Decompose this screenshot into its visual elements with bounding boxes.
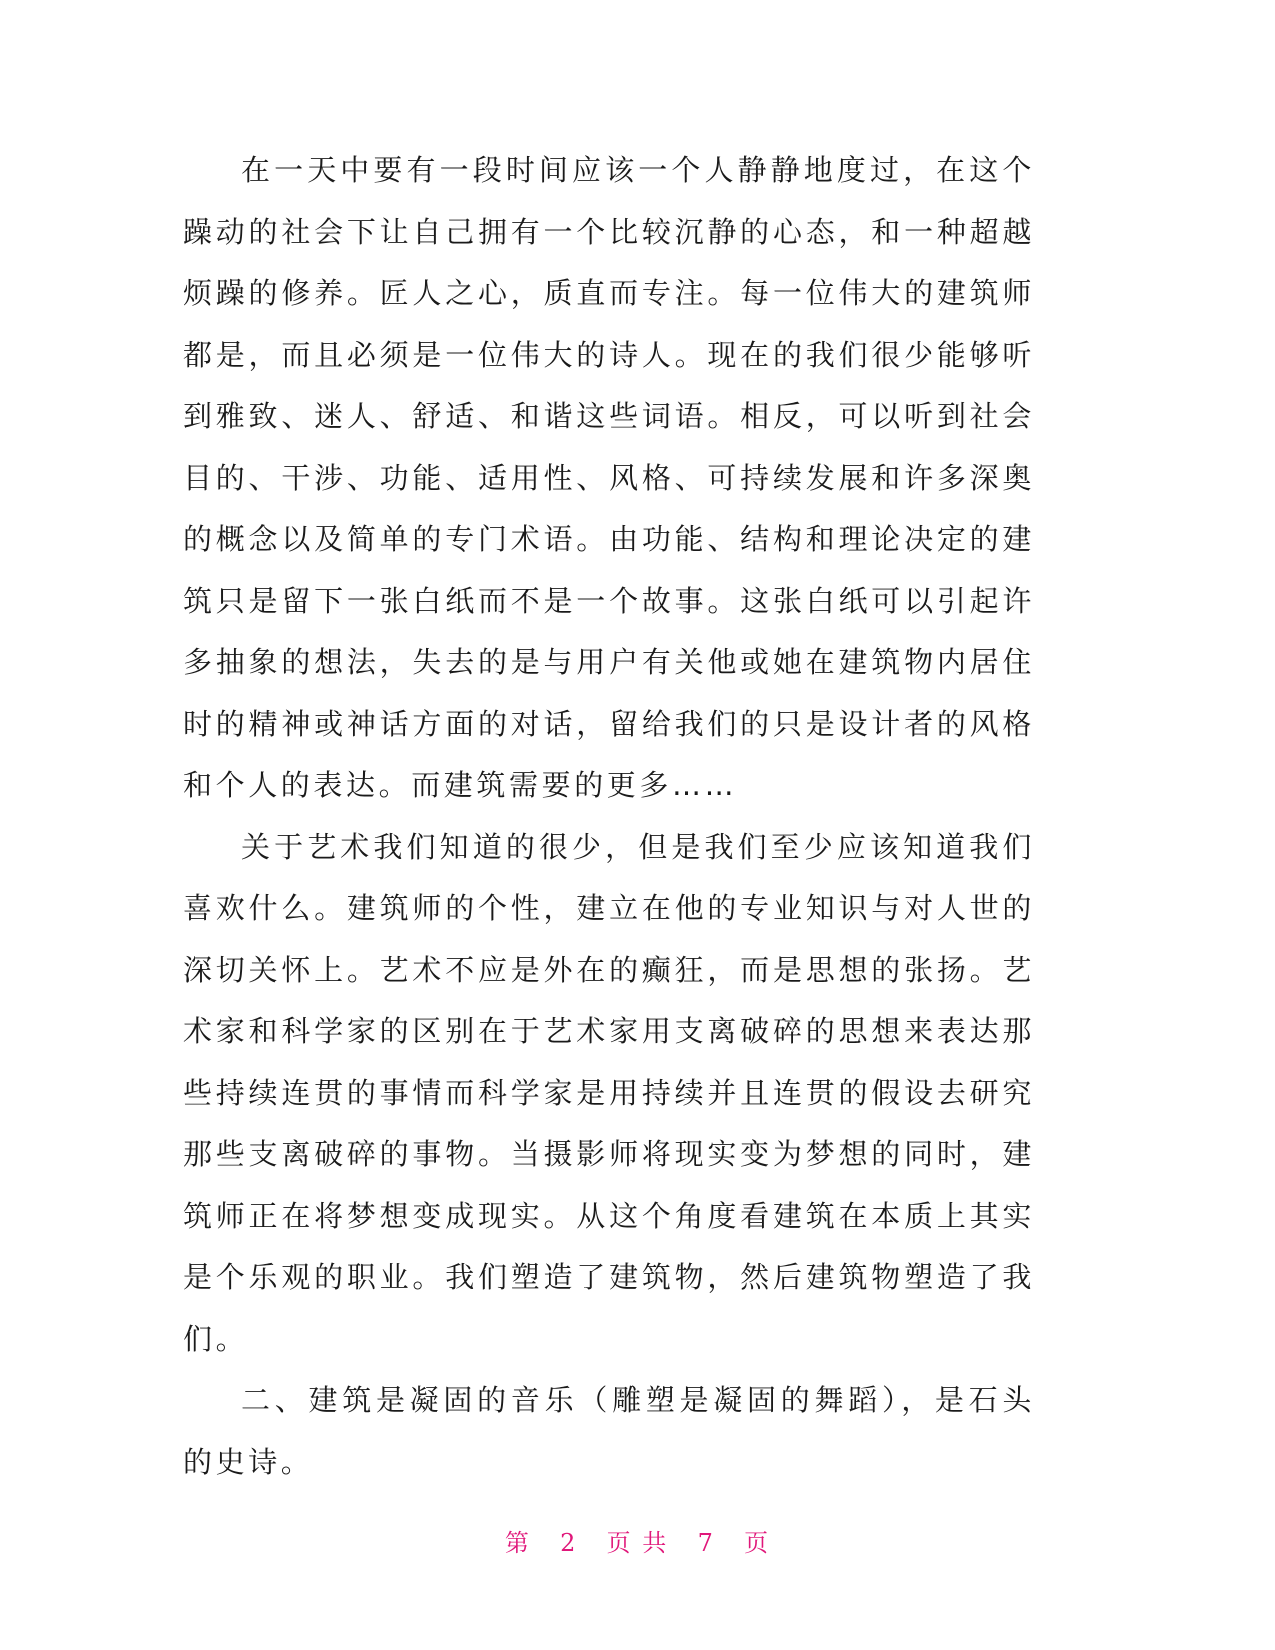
paragraph-2: 关于艺术我们知道的很少，但是我们至少应该知道我们喜欢什么。建筑师的个性，建立在他的专业知识与对人世的深切关怀上。艺术不应是外在的癫狂，而是思想的张扬。艺术家和科学家的区别在于艺术家用支离破碎的思想来表达那些持续连贯的事情而科学家是用持续并且连贯的假设去研究那些支离破碎的事物。当摄影师将现实变为梦想的同时，建筑师正在将梦想变成现实。从这个角度看建筑在本质上其实是个乐观的职业。我们塑造了建筑物，然后建筑物塑造了我们。 [183,829,1035,1356]
document-body [183,140,1035,1493]
page-footer [0,1523,1275,1558]
footer-prefix: 第 [504,1529,531,1557]
paragraph-1: 在一天中要有一段时间应该一个人静静地度过，在这个躁动的社会下让自己拥有一个比较沉静的心态，和一种超越烦躁的修养。匠人之心，质直而专注。每一位伟大的建筑师都是，而且必须是一位伟大的诗人。现在的我们很少能够听到雅致、迷人、舒适、和谐这些词语。相反，可以听到社会目的、干涉、功能、适用性、风格、可持续发展和许多深奥的概念以及简单的专门术语。由功能、结构和理论决定的建筑只是留下一张白纸而不是一个故事。这张白纸可以引起许多抽象的想法，失去的是与用户有关他或她在建筑物内居住时的精神或神话方面的对话，留给我们的只是设计者的风格和个人的表达。而建筑需要的更多…… [183,153,1035,802]
paragraph-3: 二、建筑是凝固的音乐（雕塑是凝固的舞蹈），是石头的史诗。 [183,1383,1035,1479]
footer-middle: 页 共 [606,1529,669,1557]
footer-total-pages: 7 [697,1529,715,1557]
footer-current-page: 2 [560,1529,578,1557]
footer-suffix: 页 [744,1529,771,1557]
